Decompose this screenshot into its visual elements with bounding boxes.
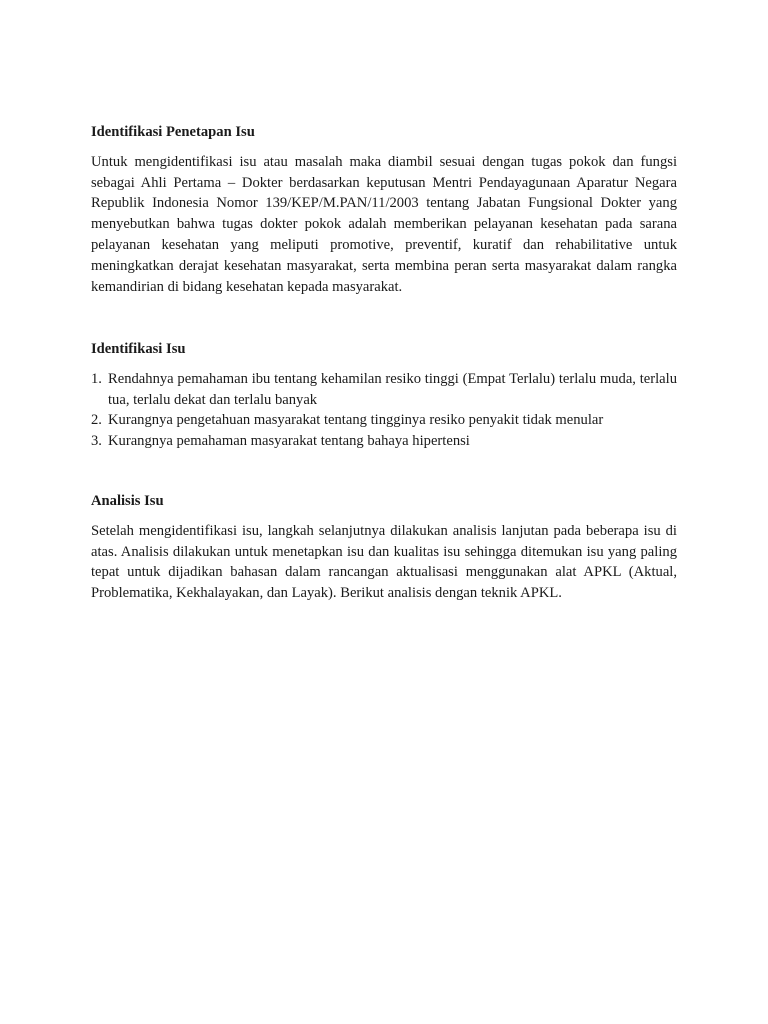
list-item bbox=[91, 369, 677, 411]
section-heading: Identifikasi Penetapan Isu bbox=[91, 124, 255, 140]
section-paragraph: Setelah mengidentifikasi isu, langkah selanjutnya dilakukan analisis lanjutan pada beberapa isu di atas. Analisis dilakukan untuk menetapkan isu dan kualitas isu sehingga ditemukan isu yang paling tepat untuk dijadikan bahasan dalam rancangan aktualisasi menggunakan alat APKL (Aktual, Problematika, Kekhalayakan, dan Layak). Berikut analisis dengan teknik APKL. bbox=[91, 522, 677, 602]
section-paragraph: Untuk mengidentifikasi isu atau masalah maka diambil sesuai dengan tugas pokok dan fungsi sebagai Ahli Pertama – Dokter berdasarkan keputusan Mentri Pendayagunaan Aparatur Negara Republik Indonesia Nomor 139/KEP/M.PAN/11/2003 tentang Jabatan Fungsional Dokter yang menyebutkan bahwa tugas dokter pokok adalah memberikan pelayanan kesehatan pada sarana pelayanan kesehatan yang meliputi promotive, preventif, kuratif dan rehabilitative untuk meningkatkan derajat kesehatan masyarakat, serta membina peran serta masyarakat dalam rangka kemandirian di bidang kesehatan kepada masyarakat. bbox=[91, 153, 677, 295]
issue-list bbox=[91, 369, 677, 452]
list-item bbox=[91, 431, 677, 452]
list-item-text: Rendahnya pemahaman ibu tentang kehamilan resiko tinggi (Empat Terlalu) terlalu muda, terlalu tua, terlalu dekat dan terlalu banyak bbox=[108, 370, 677, 408]
list-item-number: 1. bbox=[91, 370, 102, 387]
section-heading: Identifikasi Isu bbox=[91, 341, 186, 357]
list-item-text: Kurangnya pengetahuan masyarakat tentang tingginya resiko penyakit tidak menular bbox=[108, 412, 604, 429]
list-item bbox=[91, 410, 677, 431]
section-identifikasi-isu bbox=[91, 339, 677, 452]
section-analisis-isu bbox=[91, 491, 677, 604]
list-item-number: 2. bbox=[91, 412, 102, 429]
section-heading: Analisis Isu bbox=[91, 493, 164, 509]
list-item-number: 3. bbox=[91, 433, 102, 450]
section-identifikasi-penetapan-isu bbox=[91, 122, 677, 297]
list-item-text: Kurangnya pemahaman masyarakat tentang bahaya hipertensi bbox=[108, 433, 470, 450]
